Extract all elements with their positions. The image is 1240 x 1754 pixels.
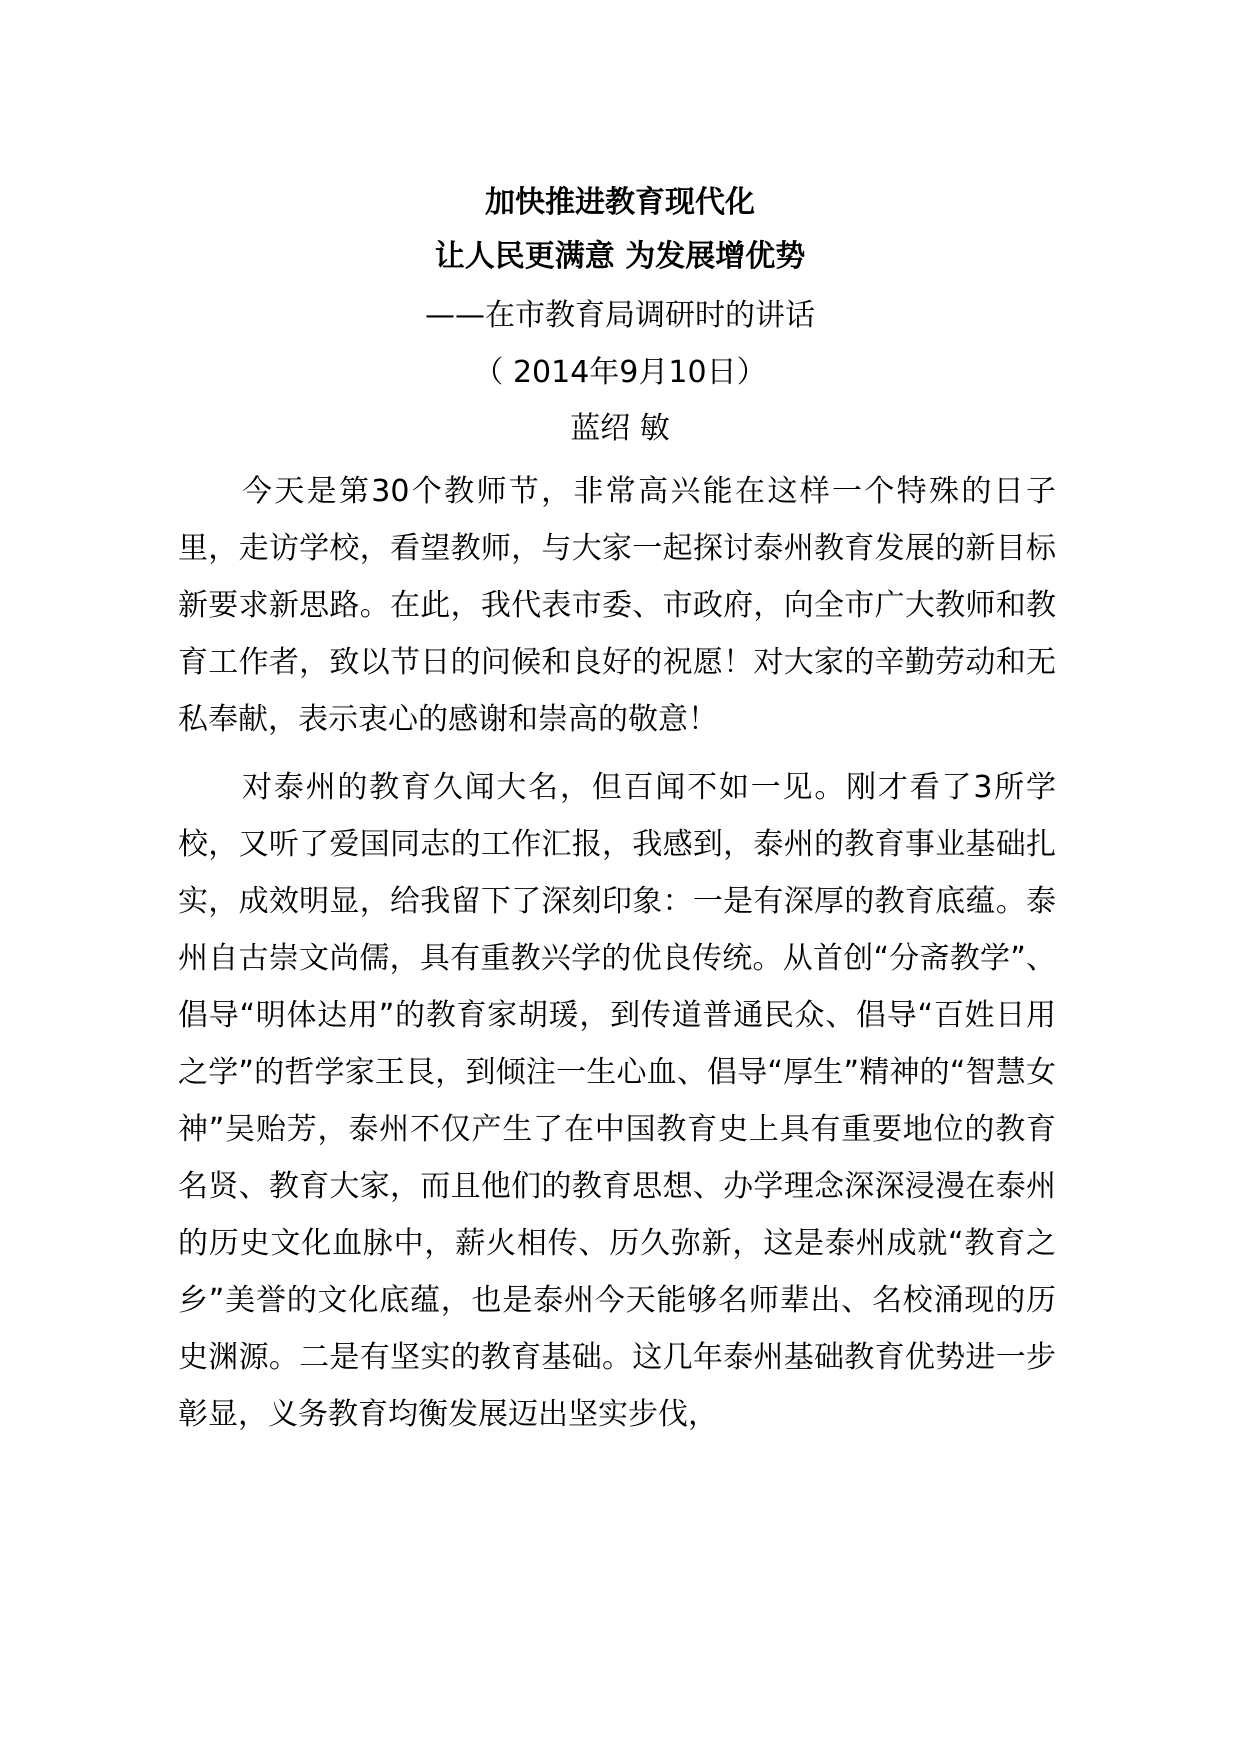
body-paragraph-1: 今天是第30个教师节，非常高兴能在这样一个特殊的日子里，走访学校，看望教师，与大家一起探讨泰州教育发展的新目标新要求新思路。在此，我代表市委、市政府，向全市广大教师和教育工作者，致以节日的问候和良好的祝愿！对大家的辛勤劳动和无私奉献，表示衷心的感谢和崇高的敬意！	[178, 474, 1056, 737]
speech-title-line-2: 让人民更满意 为发展增优势	[434, 239, 806, 274]
speech-author: 蓝绍 敏	[570, 411, 670, 446]
speech-subtitle: ——在市教育局调研时的讲话	[425, 298, 815, 333]
speech-date: （ 2014年9月10日）	[473, 355, 767, 390]
body-paragraph-2: 对泰州的教育久闻大名，但百闻不如一见。刚才看了3所学校，又听了爱国同志的工作汇报，我感到，泰州的教育事业基础扎实，成效明显，给我留下了深刻印象：一是有深厚的教育底蕴。泰州自古崇文尚儒，具有重教兴学的优良传统。从首创“分斋教学”、倡导“明体达用”的教育家胡瑗，到传道普通民众、倡导“百姓日用之学”的哲学家王艮，到倾注一生心血、倡导“厚生”精神的“智慧女神”吴贻芳，泰州不仅产生了在中国教育史上具有重要地位的教育名贤、教育大家，而且他们的教育思想、办学理念深深浸漫在泰州的历史文化血脉中，薪火相传、历久弥新，这是泰州成就“教育之乡”美誉的文化底蕴，也是泰州今天能够名师辈出、名校涌现的历史渊源。二是有坚实的教育基础。这几年泰州基础教育优势进一步彰显，义务教育均衡发展迈出坚实步伐，	[178, 770, 1056, 1432]
speech-body	[178, 463, 1056, 1443]
speech-title-line-1: 加快推进教育现代化	[485, 185, 755, 220]
